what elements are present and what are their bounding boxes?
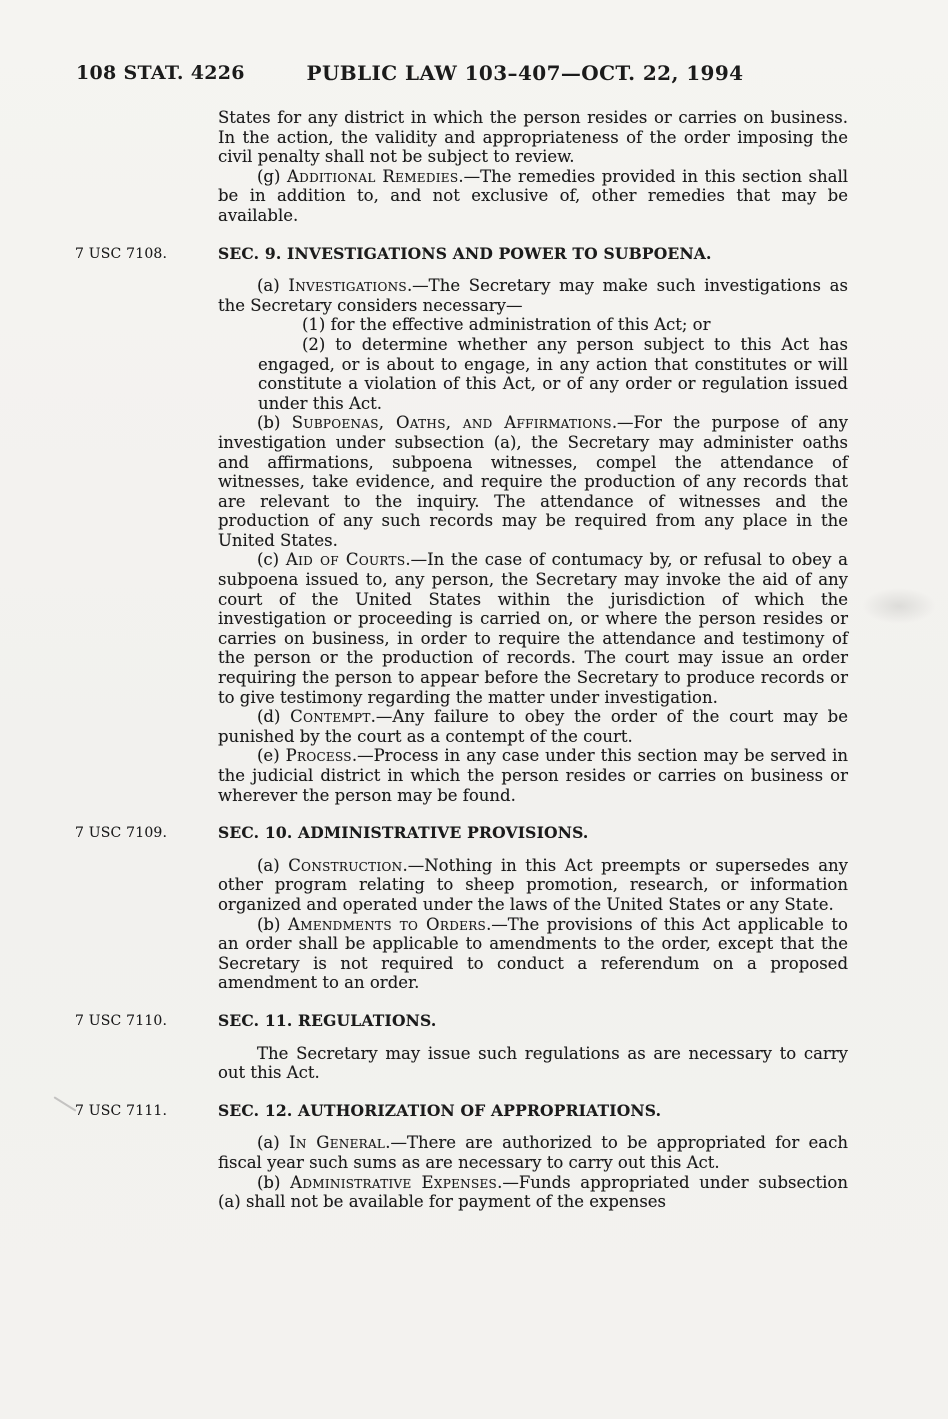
us-code-margin-note: 7 USC 7111. xyxy=(75,1102,168,1119)
paragraph xyxy=(218,1173,848,1212)
body-text: (b) xyxy=(257,413,292,433)
body-text: (b) xyxy=(257,1172,291,1192)
smallcaps-label: Investigations xyxy=(288,276,407,296)
body-text: .—In the case of contumacy by, or refusal to obey a subpoena issued to, any person, the Secretary may invoke the aid of any court of the United States within the jurisdiction of which the investigation or proceeding is carried on, or where the person resides or carries on business, in order to require the attendance and testimony of the person or the production of records. The court may issue an order requiring the person to appear before the Secretary to produce records or to give testimony regarding the matter under investigation. xyxy=(218,550,848,707)
body-text: (b) xyxy=(257,914,289,934)
paragraph xyxy=(218,746,848,805)
statute-body xyxy=(75,108,849,1212)
paragraph xyxy=(218,856,848,915)
section-heading-row xyxy=(75,1100,848,1121)
section-heading-row xyxy=(75,243,848,264)
paragraph xyxy=(218,1044,848,1083)
section-heading-row xyxy=(75,1010,848,1031)
scan-smudge-artifact xyxy=(862,588,936,624)
body-text: (a) xyxy=(257,855,289,875)
smallcaps-label: Contempt xyxy=(290,707,371,727)
body-text: (g) xyxy=(257,166,287,186)
law-title: PUBLIC LAW 103–407—OCT. 22, 1994 xyxy=(306,61,744,85)
smallcaps-label: Aid of Courts xyxy=(285,550,406,570)
section-heading: SEC. 11. REGULATIONS. xyxy=(218,1010,437,1030)
body-text: .—Any failure to obey the order of the court may be punished by the court as a contempt of the court. xyxy=(218,707,848,746)
body-text: .—Nothing in this Act preempts or supersedes any other program relating to sheep promotion, research, or information organized and operated under the laws of the United States or any State. xyxy=(218,855,848,914)
paragraph xyxy=(218,276,848,315)
list-item xyxy=(258,335,848,413)
us-code-margin-note: 7 USC 7108. xyxy=(75,245,168,262)
body-text: (a) xyxy=(257,276,289,296)
us-code-margin-note: 7 USC 7109. xyxy=(75,825,168,842)
section-heading-row xyxy=(75,823,848,843)
body-text: .—Funds appropriated under subsection (a) shall not be available for payment of the expenses xyxy=(218,1172,848,1212)
body-text: .—Process in any case under this section may be served in the judicial district in which the person resides or carries on business or wherever the person may be found. xyxy=(218,746,848,805)
list-item xyxy=(258,315,848,335)
paragraph xyxy=(218,915,848,993)
paragraph xyxy=(218,167,848,226)
body-text: .—The provisions of this Act applicable to an order shall be applicable to amendments to the order, except that the Secretary is not required to conduct a referendum on a proposed amendment to an order. xyxy=(218,914,848,993)
smallcaps-label: Administrative Expenses xyxy=(290,1172,498,1192)
body-text: (d) xyxy=(257,707,291,727)
paragraph xyxy=(218,550,848,707)
body-text: .—The remedies provided in this section shall be in addition to, and not exclusive of, other remedies that may be available. xyxy=(218,166,849,225)
smallcaps-label: Additional Remedies xyxy=(286,166,459,186)
section-heading: SEC. 9. INVESTIGATIONS AND POWER TO SUBPOENA. xyxy=(218,243,712,263)
paragraph xyxy=(218,413,848,550)
body-text: .—For the purpose of any investigation under subsection (a), the Secretary may administer oaths and affirmations, subpoena witnesses, compel the attendance of witnesses, take evidence, and require the production of any records that are relevant to the inquiry. The attendance of witnesses and the production of any such records may be required from any place in the United States. xyxy=(218,413,848,550)
body-text: The Secretary may issue such regulations as are necessary to carry out this Act. xyxy=(218,1043,848,1083)
stat-page-number: 108 STAT. 4226 xyxy=(76,62,245,84)
section-heading: SEC. 10. ADMINISTRATIVE PROVISIONS. xyxy=(218,823,589,843)
us-code-margin-note: 7 USC 7110. xyxy=(75,1012,168,1029)
body-text: States for any district in which the person resides or carries on business. In the action, the validity and appropriateness of the order imposing the civil penalty shall not be subject to review. xyxy=(218,108,848,167)
section-heading: SEC. 12. AUTHORIZATION OF APPROPRIATIONS. xyxy=(218,1100,662,1120)
smallcaps-label: Construction xyxy=(288,855,403,875)
scan-scratch-artifact xyxy=(53,1096,76,1111)
body-text: (a) xyxy=(257,1133,290,1153)
body-text: .—There are authorized to be appropriated for each fiscal year such sums as are necessary to carry out this Act. xyxy=(218,1133,848,1172)
smallcaps-label: In General xyxy=(289,1133,386,1153)
paragraph xyxy=(218,707,848,746)
body-text: (e) xyxy=(257,746,286,766)
smallcaps-label: Amendments to Orders xyxy=(288,914,487,934)
smallcaps-label: Subpoenas, Oaths, and Affirmations xyxy=(291,413,612,433)
body-text: (1) for the effective administration of this Act; or xyxy=(302,315,711,335)
body-text: .—The Secretary may make such investigations as the Secretary considers necessary— xyxy=(218,276,848,315)
paragraph xyxy=(218,1133,848,1172)
smallcaps-label: Process xyxy=(285,746,352,766)
body-text: (2) to determine whether any person subject to this Act has engaged, or is about to engage, in any action that constitutes or will constitute a violation of this Act, or of any order or regulation issued under this Act. xyxy=(258,334,848,413)
paragraph xyxy=(218,108,848,167)
body-text: (c) xyxy=(257,550,286,570)
